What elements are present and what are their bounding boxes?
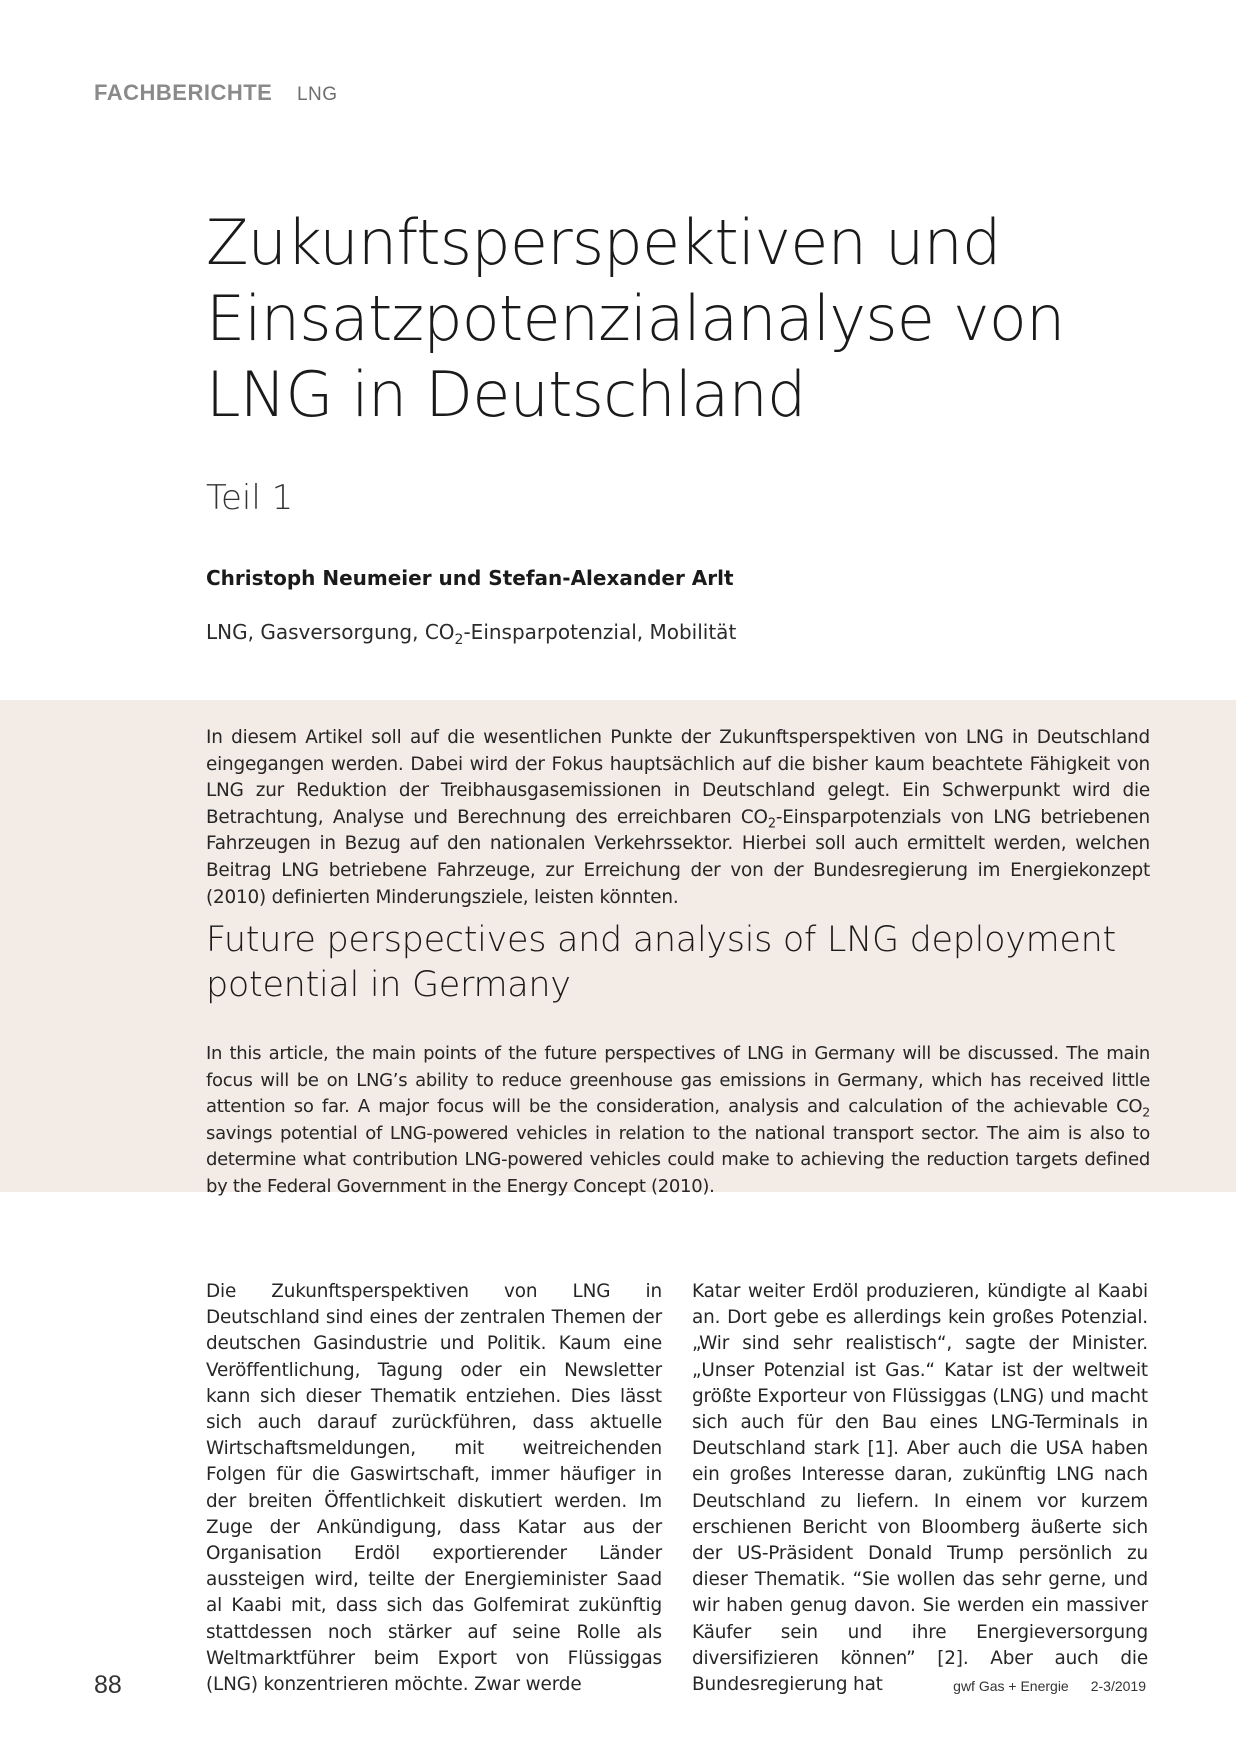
section-label: FACHBERICHTE — [94, 80, 273, 105]
page-number: 88 — [94, 1671, 122, 1699]
running-header — [94, 80, 338, 106]
journal-footer — [953, 1678, 1146, 1694]
section-topic: LNG — [296, 84, 338, 105]
body-column-right: Katar weiter Erdöl produzieren, kündigte al Kaabi an. Dort gebe es allerdings kein großes Potenzial. „Wir sind sehr realistisch“, sagte der Minister. „Unser Potenzial ist Gas.“ Katar ist der weltweit größte Exporteur von Flüssiggas (LNG) und macht sich auch für den Bau eines LNG-Terminals in Deutschland stark [1]. Aber auch die USA haben ein großes Interesse daran, zukünftig LNG nach Deutschland zu liefern. In einem vor kurzem erschienen Bericht von Bloomberg äußerte sich der US-Präsident Donald Trump persönlich zu dieser Thematik. “Sie wollen das sehr gerne, und wir haben genug davon. Sie werden ein massiver Käufer sein und ihre Energieversorgung diversifizieren können” [2]. Aber auch die Bundesregierung hat — [692, 1281, 1148, 1696]
abstract-en-subscript: 2 — [1142, 1104, 1150, 1120]
article-authors: Christoph Neumeier und Stefan-Alexander Arlt — [206, 566, 734, 590]
keywords-subscript: 2 — [454, 632, 464, 648]
journal-name: gwf Gas + Energie — [953, 1678, 1069, 1694]
abstract-de-subscript: 2 — [767, 816, 776, 832]
title-line: Einsatzpotenzialanalyse von — [206, 282, 1065, 355]
article-keywords — [206, 620, 737, 648]
english-title-line: potential in Germany — [206, 965, 571, 1005]
abstract-en-text-rest: savings potential of LNG-powered vehicles in relation to the national transport sector. The aim is also to determine what contribution LNG-powered vehicles could make to achieving the reduction targets defined by the Federal Government in the Energy Concept (2010). — [206, 1122, 1150, 1197]
abstract-german — [206, 725, 1150, 911]
body-column-left: Die Zukunftsperspektiven von LNG in Deutschland sind eines der zentralen Themen der deutschen Gasindustrie und Politik. Kaum eine Veröffentlichung, Tagung oder ein Newsletter kann sich dieser Thematik entziehen. Dies lässt sich auch darauf zurückführen, dass aktuelle Wirtschaftsmeldungen, mit weitreichenden Folgen für die Gaswirtschaft, immer häufiger in der breiten Öffentlichkeit diskutiert werden. Im Zuge der Ankündigung, dass Katar aus der Organisation Erdöl exportierender Länder aussteigen wird, teilte der Energieminister Saad al Kaabi mit, dass sich das Golfemirat zukünftig stattdessen noch stärker auf seine Rolle als Weltmarktführer beim Export von Flüssiggas (LNG) konzentrieren möchte. Zwar werde — [206, 1281, 662, 1696]
journal-issue: 2-3/2019 — [1090, 1678, 1146, 1694]
keywords-text: LNG, Gasversorgung, CO — [206, 620, 455, 644]
title-line: Zukunftsperspektiven und — [206, 206, 1001, 279]
abstract-en-text: In this article, the main points of the future perspectives of LNG in Germany will be discussed. The main focus will be on LNG’s ability to reduce greenhouse gas emissions in Germany, which has received little attention so far. A major focus will be the consideration, analysis and calculation of the achievable CO — [206, 1043, 1150, 1118]
title-line: LNG in Deutschland — [206, 358, 806, 431]
abstract-de-text-rest: -Einsparpotenzials von LNG betriebenen Fahrzeugen in Bezug auf den nationalen Verkehrssektor. Hierbei soll auch ermittelt werden, welchen Beitrag LNG betriebene Fahrzeuge, zur Erreichung der von der Bundesregierung im Energiekonzept (2010) definierten Minderungsziele, leisten könnten. — [206, 806, 1151, 908]
english-title — [206, 918, 1166, 1008]
english-title-line: Future perspectives and analysis of LNG deployment — [206, 920, 1116, 960]
article-part: Teil 1 — [206, 478, 294, 518]
keywords-text-rest: -Einsparpotenzial, Mobilität — [463, 620, 737, 644]
article-title — [206, 205, 1166, 433]
abstract-de-text: In diesem Artikel soll auf die wesentlichen Punkte der Zukunftsperspektiven von LNG in Deutschland eingegangen werden. Dabei wird der Fokus hauptsächlich auf die bisher kaum beachtete Fähigkeit von LNG zur Reduktion der Treibhausgasemissionen in Deutschland gelegt. Ein Schwerpunkt wird die Betrachtung, Analyse und Berechnung des erreichbaren CO — [206, 727, 1150, 828]
abstract-english — [206, 1041, 1150, 1201]
